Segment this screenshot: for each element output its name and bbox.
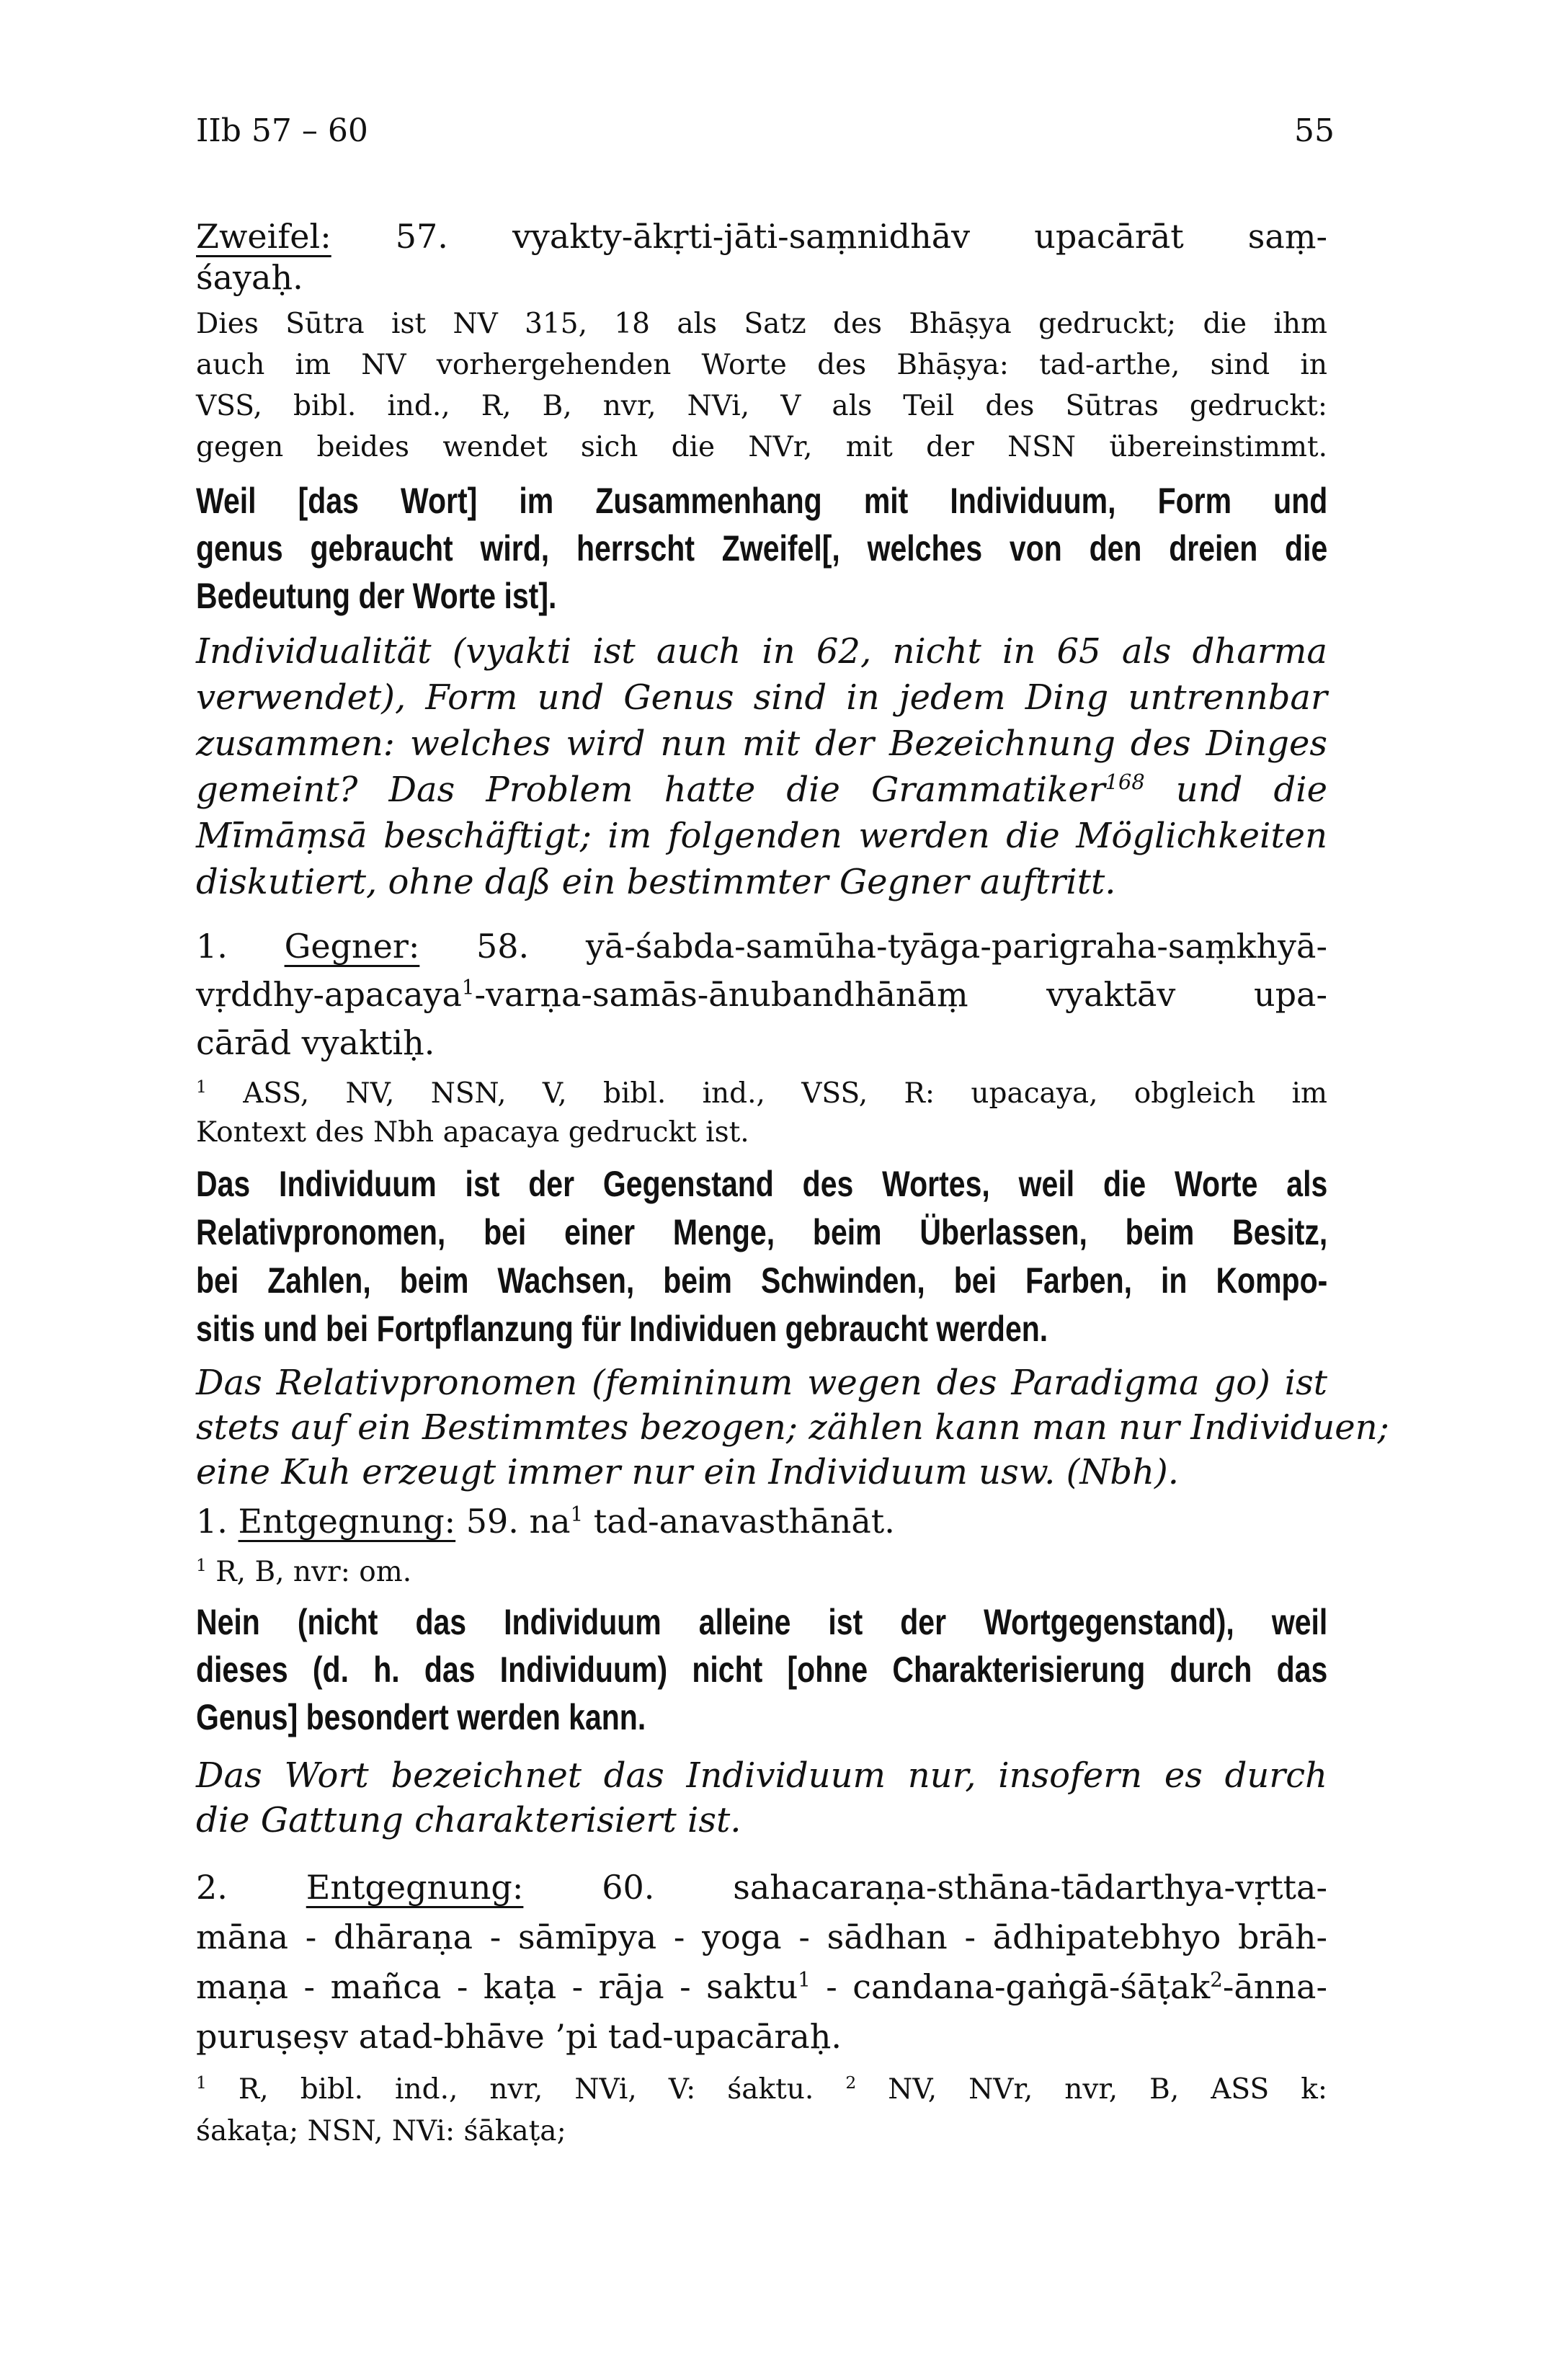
footnote-58-line: $^1$ ASS, NV, NSN, V, bibl. ind., VSS, R: upacaya, obgleich im: [196, 1077, 1327, 1110]
footnote-58-line: Kontext des Nbh apacaya gedruckt ist.: [196, 1116, 749, 1149]
translation-58-line: Das Individuum ist der Gegenstand des Wortes, weil die Worte als: [196, 1164, 1328, 1204]
footnote-57-line: gegen beides wendet sich die NVr, mit der NSN übereinstimmt.: [196, 431, 1327, 463]
sutra-57-line-1: Zweifel: 57. vyakty-ākṛti-jāti-saṃnidhāv upacārāt saṃ-: [196, 217, 1327, 256]
sutra-60-line-1: 2. Entgegnung: 60. sahacaraṇa-sthāna-tādarthya-vṛtta-: [196, 1868, 1328, 1907]
sutra-60-line-2: māna - dhāraṇa - sāmīpya - yoga - sādhan - ādhipatebhyo brāh-: [196, 1918, 1327, 1956]
sutra-58-line-2: vṛddhy-apacaya$^1$-varṇa-samās-ānubandhānāṃ vyaktāv upa-: [196, 975, 1327, 1014]
sutra-58-line-1: 1. Gegner: 58. yā-śabda-samūha-tyāga-parigraha-saṃkhyā-: [196, 927, 1328, 966]
footnote-59-line: $^1$ R, B, nvr: om.: [196, 1555, 412, 1588]
translation-58-line: bei Zahlen, beim Wachsen, beim Schwinden, bei Farben, in Kompo-: [196, 1260, 1328, 1301]
translation-58-line: sitis und bei Fortpflanzung für Individuen gebraucht werden.: [196, 1309, 1048, 1349]
footnote-60-line: śakaṭa; NSN, NVi: śākaṭa;: [196, 2115, 566, 2147]
heading-entgegnung-2: Entgegnung:: [306, 1868, 524, 1907]
translation-59-line: Nein (nicht das Individuum alleine ist der Wortgegenstand), weil: [196, 1602, 1328, 1642]
footnote-57-line: auch im NV vorhergehenden Worte des Bhāṣya: tad-arthe, sind in: [196, 349, 1327, 381]
comment-57-line: zusammen: welches wird nun mit der Bezeichnung des Dinges: [196, 723, 1327, 764]
translation-57-line: Weil [das Wort] im Zusammenhang mit Individuum, Form und: [196, 481, 1328, 521]
heading-entgegnung-1: Entgegnung:: [238, 1502, 456, 1541]
translation-59-line: Genus] besondert werden kann.: [196, 1697, 646, 1737]
heading-zweifel: Zweifel:: [196, 217, 331, 256]
comment-59-line: die Gattung charakterisiert ist.: [196, 1800, 741, 1840]
heading-gegner: Gegner:: [284, 927, 420, 966]
translation-59-line: dieses (d. h. das Individuum) nicht [ohne Charakterisierung durch das: [196, 1649, 1328, 1690]
sutra-59-line-1: 1. Entgegnung: 59. $na^1$ tad-anavasthānāt.: [196, 1502, 895, 1541]
translation-58-line: Relativpronomen, bei einer Menge, beim Überlassen, beim Besitz,: [196, 1212, 1328, 1252]
comment-57-line: Mīmāṃsā beschäftigt; im folgenden werden die Möglichkeiten: [196, 816, 1327, 856]
running-header: IIb 57 – 60: [196, 112, 368, 149]
sutra-60-line-3: maṇa - mañca - kaṭa - rāja - saktu$^1$ - candana-gaṅgā-śāṭak$^2$-ānna-: [196, 1967, 1327, 2006]
comment-58-line: eine Kuh erzeugt immer nur ein Individuum usw. (Nbh).: [196, 1452, 1179, 1492]
comment-57-line: diskutiert, ohne daß ein bestimmter Gegner auftritt.: [196, 862, 1116, 902]
sutra-58-line-3: cārād vyaktiḥ.: [196, 1023, 435, 1062]
comment-59-line: Das Wort bezeichnet das Individuum nur, insofern es durch: [196, 1755, 1327, 1796]
page-number: 55: [1294, 112, 1335, 149]
footnote-60-line: $^1$ R, bibl. ind., nvr, NVi, V: śaktu. $^2$ NV, NVr, nvr, B, ASS k:: [196, 2072, 1327, 2106]
comment-57-line: Individualität (vyakti ist auch in 62, nicht in 65 als dharma: [196, 631, 1327, 672]
comment-57-line: gemeint? Das Problem hatte die Grammatiker$^{168}$ und die: [196, 770, 1328, 810]
sutra-57-line-2: śayaḥ.: [196, 258, 303, 297]
translation-57-line: genus gebraucht wird, herrscht Zweifel[, welches von den dreien die: [196, 528, 1328, 569]
footnote-57-line: VSS, bibl. ind., R, B, nvr, NVi, V als Teil des Sūtras gedruckt:: [196, 390, 1327, 422]
footnote-57-line: Dies Sūtra ist NV 315, 18 als Satz des Bhāṣya gedruckt; die ihm: [196, 308, 1327, 340]
comment-58-line: stets auf ein Bestimmtes bezogen; zählen kann man nur Individuen;: [196, 1407, 1389, 1448]
translation-57-line: Bedeutung der Worte ist].: [196, 576, 557, 616]
comment-58-line: Das Relativpronomen (femininum wegen des Paradigma go) ist: [196, 1363, 1327, 1403]
comment-57-line: verwendet), Form und Genus sind in jedem Ding untrennbar: [196, 677, 1327, 718]
sutra-60-line-4: puruṣeṣv atad-bhāve ’pi tad-upacāraḥ.: [196, 2017, 842, 2056]
